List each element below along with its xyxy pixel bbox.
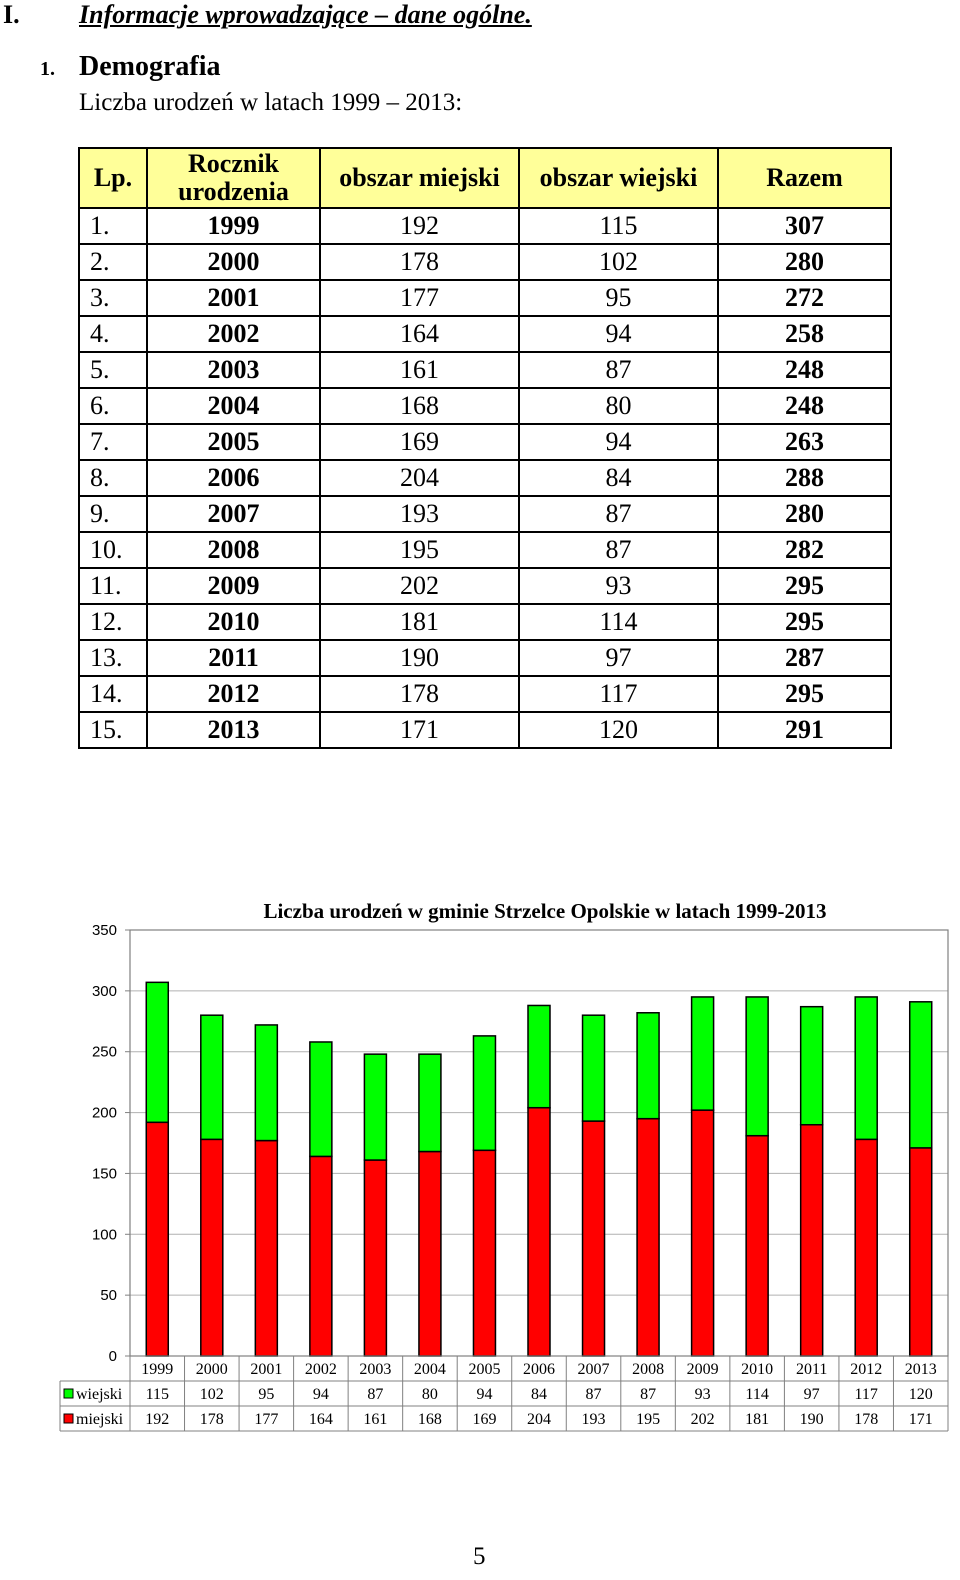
bar-wiejski: [310, 1042, 332, 1156]
row-total: 282: [718, 532, 891, 568]
chart-data-table: [60, 1356, 948, 1431]
row-lp: 1.: [79, 208, 147, 244]
bar-miejski: [473, 1150, 495, 1356]
bar-wiejski: [201, 1015, 223, 1139]
row-lp: 3.: [79, 280, 147, 316]
row-total: 263: [718, 424, 891, 460]
page-number: 5: [473, 1543, 486, 1570]
bar-miejski: [801, 1125, 823, 1356]
bar-miejski: [310, 1156, 332, 1356]
row-year: 2001: [147, 280, 320, 316]
x-tick-label: 2004: [413, 1361, 446, 1378]
data-value: 87: [585, 1386, 602, 1403]
x-tick-label: 2006: [523, 1361, 555, 1378]
bar-wiejski: [855, 997, 877, 1139]
row-total: 280: [718, 496, 891, 532]
row-total: 295: [718, 568, 891, 604]
bar-miejski: [583, 1121, 605, 1356]
header-obszar-miejski: obszar miejski: [320, 148, 519, 208]
row-rural: 97: [519, 640, 718, 676]
data-value: 97: [803, 1386, 820, 1403]
row-rural: 94: [519, 424, 718, 460]
row-rural: 120: [519, 712, 718, 748]
row-lp: 14.: [79, 676, 147, 712]
bar-miejski: [692, 1110, 714, 1356]
data-value: 178: [854, 1411, 879, 1428]
row-year: 2012: [147, 676, 320, 712]
data-value: 117: [854, 1386, 878, 1403]
data-value: 177: [254, 1411, 279, 1428]
row-rural: 102: [519, 244, 718, 280]
y-tick-label: 300: [91, 982, 117, 1000]
row-urban: 178: [320, 676, 519, 712]
table-row: [79, 244, 891, 280]
row-total: 307: [718, 208, 891, 244]
header-rocznik: Rocznik urodzenia: [147, 148, 320, 208]
bar-wiejski: [364, 1054, 386, 1160]
births-table: [78, 147, 892, 749]
bar-wiejski: [910, 1002, 932, 1148]
row-rural: 87: [519, 496, 718, 532]
row-rural: 114: [519, 604, 718, 640]
row-lp: 13.: [79, 640, 147, 676]
row-rural: 115: [519, 208, 718, 244]
table-body: [79, 208, 891, 748]
row-rural: 94: [519, 316, 718, 352]
row-rural: 87: [519, 352, 718, 388]
section-number: I.: [3, 0, 20, 29]
row-total: 287: [718, 640, 891, 676]
table-row: [79, 640, 891, 676]
row-urban: 171: [320, 712, 519, 748]
x-tick-label: 2002: [304, 1361, 337, 1378]
row-urban: 169: [320, 424, 519, 460]
row-urban: 177: [320, 280, 519, 316]
x-tick-label: 2005: [468, 1361, 501, 1378]
chart-title: Liczba urodzeń w gminie Strzelce Opolskie w latach 1999-2013: [263, 899, 827, 923]
bar-wiejski: [801, 1007, 823, 1125]
row-year: 2011: [147, 640, 320, 676]
legend-key-wiejski: [64, 1389, 73, 1398]
legend-key-miejski: [64, 1414, 73, 1423]
bar-wiejski: [692, 997, 714, 1110]
x-tick-label: 2007: [577, 1361, 610, 1378]
row-urban: 181: [320, 604, 519, 640]
y-tick-label: 100: [91, 1226, 117, 1244]
data-value: 114: [745, 1386, 769, 1403]
row-lp: 4.: [79, 316, 147, 352]
row-total: 272: [718, 280, 891, 316]
section-title: Informacje wprowadzające – dane ogólne.: [79, 0, 532, 29]
y-tick-label: 0: [108, 1348, 117, 1365]
row-year: 2003: [147, 352, 320, 388]
y-tick-label: 350: [91, 922, 117, 939]
data-value: 192: [145, 1411, 170, 1428]
x-tick-label: 2009: [686, 1361, 719, 1378]
bar-wiejski: [146, 982, 168, 1122]
bar-wiejski: [746, 997, 768, 1136]
data-value: 161: [363, 1411, 388, 1428]
row-urban: 192: [320, 208, 519, 244]
bar-miejski: [255, 1141, 277, 1356]
x-tick-label: 2013: [904, 1361, 937, 1378]
row-lp: 12.: [79, 604, 147, 640]
row-rural: 95: [519, 280, 718, 316]
row-total: 280: [718, 244, 891, 280]
table-row: [79, 460, 891, 496]
bar-miejski: [910, 1148, 932, 1356]
table-row: [79, 388, 891, 424]
row-year: 2005: [147, 424, 320, 460]
x-tick-label: 2010: [741, 1361, 774, 1378]
table-row: [79, 352, 891, 388]
row-lp: 9.: [79, 496, 147, 532]
data-value: 164: [308, 1411, 333, 1428]
bar-miejski: [364, 1160, 386, 1356]
bar-miejski: [419, 1152, 441, 1356]
data-value: 193: [581, 1411, 606, 1428]
y-tick-label: 200: [91, 1104, 117, 1122]
births-chart: [0, 880, 960, 1440]
row-year: 2013: [147, 712, 320, 748]
row-year: 2000: [147, 244, 320, 280]
bar-miejski: [528, 1108, 550, 1356]
row-total: 295: [718, 604, 891, 640]
data-value: 94: [312, 1386, 329, 1403]
row-urban: 168: [320, 388, 519, 424]
bar-wiejski: [473, 1036, 495, 1150]
bar-miejski: [201, 1139, 223, 1356]
row-lp: 7.: [79, 424, 147, 460]
data-value: 115: [145, 1386, 169, 1403]
row-lp: 8.: [79, 460, 147, 496]
x-tick-label: 1999: [141, 1361, 174, 1378]
row-rural: 84: [519, 460, 718, 496]
bar-wiejski: [528, 1005, 550, 1107]
bar-wiejski: [419, 1054, 441, 1151]
bar-miejski: [146, 1122, 168, 1356]
data-value: 80: [421, 1386, 438, 1403]
row-total: 291: [718, 712, 891, 748]
data-value: 84: [531, 1386, 547, 1403]
y-axis-ticks: [92, 922, 130, 1365]
row-year: 2009: [147, 568, 320, 604]
data-value: 168: [417, 1411, 442, 1428]
x-tick-label: 2000: [195, 1361, 228, 1378]
data-value: 190: [799, 1411, 824, 1428]
data-value: 87: [367, 1386, 384, 1403]
bar-miejski: [746, 1136, 768, 1356]
table-row: [79, 604, 891, 640]
table-row: [79, 316, 891, 352]
data-value: 102: [199, 1386, 224, 1403]
table-row: [79, 424, 891, 460]
table-row: [79, 712, 891, 748]
data-value: 95: [258, 1386, 275, 1403]
row-urban: 178: [320, 244, 519, 280]
data-value: 93: [694, 1386, 711, 1403]
table-row: [79, 496, 891, 532]
data-value: 171: [908, 1411, 933, 1428]
row-lp: 5.: [79, 352, 147, 388]
row-urban: 202: [320, 568, 519, 604]
row-lp: 11.: [79, 568, 147, 604]
y-tick-label: 250: [91, 1043, 117, 1061]
row-total: 248: [718, 388, 891, 424]
legend-label-miejski: miejski: [76, 1411, 124, 1428]
data-value: 120: [908, 1386, 933, 1403]
row-year: 2006: [147, 460, 320, 496]
table-row: [79, 280, 891, 316]
y-tick-label: 150: [91, 1165, 117, 1183]
row-year: 2004: [147, 388, 320, 424]
row-rural: 80: [519, 388, 718, 424]
data-value: 181: [745, 1411, 770, 1428]
data-value: 195: [636, 1411, 661, 1428]
y-tick-label: 50: [100, 1287, 117, 1305]
row-rural: 117: [519, 676, 718, 712]
data-value: 169: [472, 1411, 497, 1428]
row-urban: 195: [320, 532, 519, 568]
row-total: 258: [718, 316, 891, 352]
row-lp: 6.: [79, 388, 147, 424]
row-lp: 2.: [79, 244, 147, 280]
row-year: 2007: [147, 496, 320, 532]
x-tick-label: 2008: [632, 1361, 665, 1378]
data-value: 87: [640, 1386, 657, 1403]
row-urban: 161: [320, 352, 519, 388]
row-total: 288: [718, 460, 891, 496]
x-tick-label: 2003: [359, 1361, 392, 1378]
bar-wiejski: [637, 1013, 659, 1119]
row-urban: 164: [320, 316, 519, 352]
row-rural: 87: [519, 532, 718, 568]
subsection-title: Demografia: [79, 51, 221, 82]
legend-label-wiejski: wiejski: [76, 1386, 123, 1403]
x-tick-label: 2001: [250, 1361, 283, 1378]
row-rural: 93: [519, 568, 718, 604]
row-lp: 15.: [79, 712, 147, 748]
data-value: 204: [527, 1411, 551, 1428]
header-lp: Lp.: [79, 148, 147, 208]
row-urban: 190: [320, 640, 519, 676]
chart-bars: [146, 982, 931, 1356]
row-urban: 204: [320, 460, 519, 496]
table-row: [79, 676, 891, 712]
x-tick-label: 2011: [795, 1361, 828, 1378]
bar-miejski: [637, 1119, 659, 1356]
row-lp: 10.: [79, 532, 147, 568]
row-year: 2008: [147, 532, 320, 568]
bar-wiejski: [583, 1015, 605, 1121]
row-urban: 193: [320, 496, 519, 532]
row-year: 2002: [147, 316, 320, 352]
data-value: 202: [690, 1411, 715, 1428]
row-year: 2010: [147, 604, 320, 640]
table-row: [79, 208, 891, 244]
table-header-row: [79, 148, 891, 208]
table-caption: Liczba urodzeń w latach 1999 – 2013:: [79, 89, 463, 116]
data-value: 94: [476, 1386, 493, 1403]
x-tick-label: 2012: [850, 1361, 883, 1378]
table-row: [79, 532, 891, 568]
bar-miejski: [855, 1139, 877, 1356]
row-year: 1999: [147, 208, 320, 244]
bar-wiejski: [255, 1025, 277, 1141]
header-razem: Razem: [718, 148, 891, 208]
header-obszar-wiejski: obszar wiejski: [519, 148, 718, 208]
row-total: 248: [718, 352, 891, 388]
table-row: [79, 568, 891, 604]
row-total: 295: [718, 676, 891, 712]
data-value: 178: [199, 1411, 224, 1428]
subsection-number: 1.: [40, 58, 55, 80]
